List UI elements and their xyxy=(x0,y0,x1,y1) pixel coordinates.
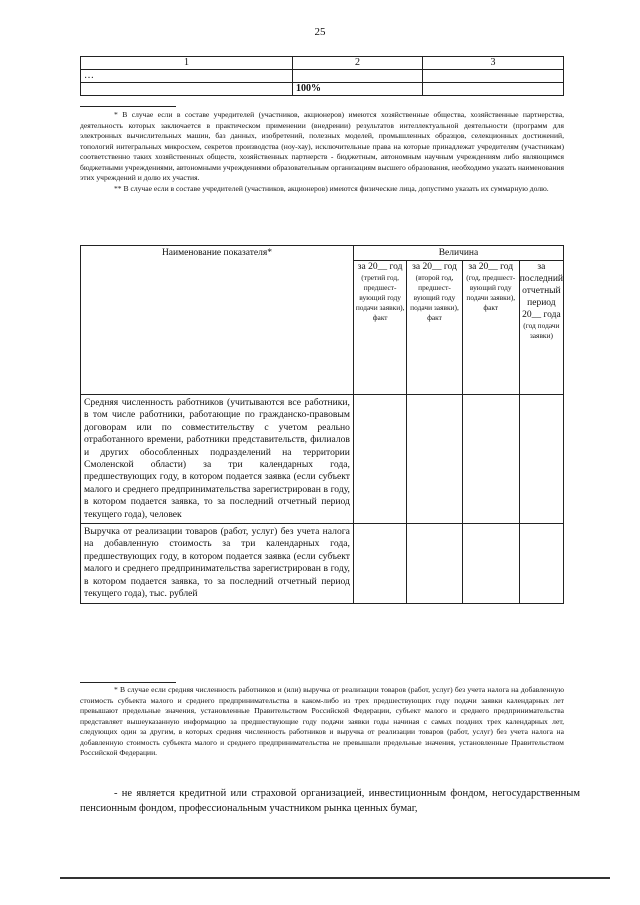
body-text: - не является кредитной или страховой организацией, инвестиционным фондом, негосударственным пенсионным фондом, профессиональным участником рынка ценных бумаг, xyxy=(80,788,580,814)
table-cell xyxy=(81,83,293,96)
table-cell xyxy=(407,395,462,524)
year-header-title: за последний отчетный период 20__ года xyxy=(519,262,564,320)
footnote-shareholders xyxy=(80,110,564,194)
table-row xyxy=(81,395,564,524)
table-cell xyxy=(353,395,406,524)
table-row xyxy=(81,70,564,83)
total-row xyxy=(81,83,564,96)
body-paragraph xyxy=(80,786,580,816)
indicator-column-header: Наименование показателя* xyxy=(81,246,354,395)
total-share-cell: 100% xyxy=(293,83,423,96)
table-cell xyxy=(462,395,519,524)
table-cell xyxy=(353,524,406,603)
year-header xyxy=(519,261,563,395)
table-cell xyxy=(519,395,563,524)
footnote-divider xyxy=(80,682,176,683)
indicator-employees: Средняя численность работников (учитываются все работники, в том числе работники, работающие по гражданско-правовым договорам или по совместительству с учетом реально отработанного времени, работники представительств, филиалов и других обособленных подразделений на территории Смоленской области) за три календарных года, предшествующих году, в котором подается заявка (если субъект малого и среднего предпринимательства зарегистрирован в году, в котором подается заявка, то за последний отчетный период текущего года), человек xyxy=(81,395,354,524)
footnote-divider xyxy=(80,106,176,107)
table-header-row xyxy=(81,57,564,70)
table-row xyxy=(81,524,564,603)
footnote-paragraph: * В случае если средняя численность работников и (или) выручка от реализации товаров (работ, услуг) без учета налога на добавленную стоимость субъекта малого и среднего предпринимательства в каком-либо из трех предшествующих году подачи заявки календарных лет превышают предельные значения, установленные Правительством Российской Федерации, субъект малого и среднего предпринимательства представляет вышеуказанную информацию за предшествующие году подачи заявки годы начиная с самых поздних трех календарных лет, следующих один за другим, в которых средняя численность работников и выручка от реализации товаров (работ, услуг) без учета налога на добавленную стоимость субъекта малого и среднего предпринимательства не превышали предельные значения, установленные Правительством Российской Федерации. xyxy=(80,685,564,757)
table-cell xyxy=(407,524,462,603)
table-cell xyxy=(423,70,564,83)
year-header xyxy=(462,261,519,395)
year-header-note: (год подачи заявки) xyxy=(523,321,560,340)
year-header-title: за 20__ год xyxy=(357,262,403,272)
year-header xyxy=(407,261,462,395)
column-header-2: 2 xyxy=(293,57,423,70)
footnote-revenue xyxy=(80,685,564,759)
year-header-title: за 20__ год xyxy=(468,262,514,272)
shareholders-table-fragment xyxy=(80,56,564,96)
indicator-revenue: Выручка от реализации товаров (работ, услуг) без учета налога на добавленную стоимость за три календарных года, предшествующих году, в котором подается заявка (если субъект малого и среднего предпринимательства зарегистрирован в году, в котором подается заявка, то за последний отчетный период текущего года), тыс. рублей xyxy=(81,524,354,603)
table-header-row xyxy=(81,246,564,261)
column-header-3: 3 xyxy=(423,57,564,70)
ellipsis-cell: … xyxy=(81,70,293,83)
year-header-note: (третий год, предшест- вующий году подачи заявки), факт xyxy=(355,273,405,322)
page-number: 25 xyxy=(314,26,326,38)
footnote-paragraph-2: ** В случае если в составе учредителей (участников, акционеров) имеются физические лица, допустимо указать их суммарную долю. xyxy=(114,183,549,193)
value-column-header: Величина xyxy=(353,246,563,261)
year-header xyxy=(353,261,406,395)
table-cell xyxy=(423,83,564,96)
year-header-note: (год, предшест- вующий году подачи заявки), факт xyxy=(466,273,516,312)
year-header-title: за 20__ год xyxy=(412,262,457,272)
table-cell xyxy=(293,70,423,83)
indicators-table xyxy=(80,245,564,604)
table-cell xyxy=(462,524,519,603)
page-bottom-rule xyxy=(60,877,610,879)
table-cell xyxy=(519,524,563,603)
year-header-note: (второй год, предшест- вующий году подачи заявки), факт xyxy=(410,273,459,322)
footnote-paragraph-1: * В случае если в составе учредителей (участников, акционеров) имеются хозяйственные общества, хозяйственные партнерства, деятельность которых заключается в практическом применении (внедрении) результатов интеллектуальной деятельности (программ для электронных вычислительных машин, баз данных, изобретений, полезных моделей, промышленных образцов, селекционных достижений, топологий интегральных микросхем, секретов производства (ноу-хау), исключительные права на которые принадлежат учредителям (участникам) соответственно таких хозяйственных обществ, хозяйственных партнерств - бюджетным, автономным научным учреждениям либо являющимся бюджетными учреждениями, автономными учреждениями образовательным организациям высшего образования, необходимо указать наименования этих учреждений и долю их участия. xyxy=(80,110,564,182)
column-header-1: 1 xyxy=(81,57,293,70)
